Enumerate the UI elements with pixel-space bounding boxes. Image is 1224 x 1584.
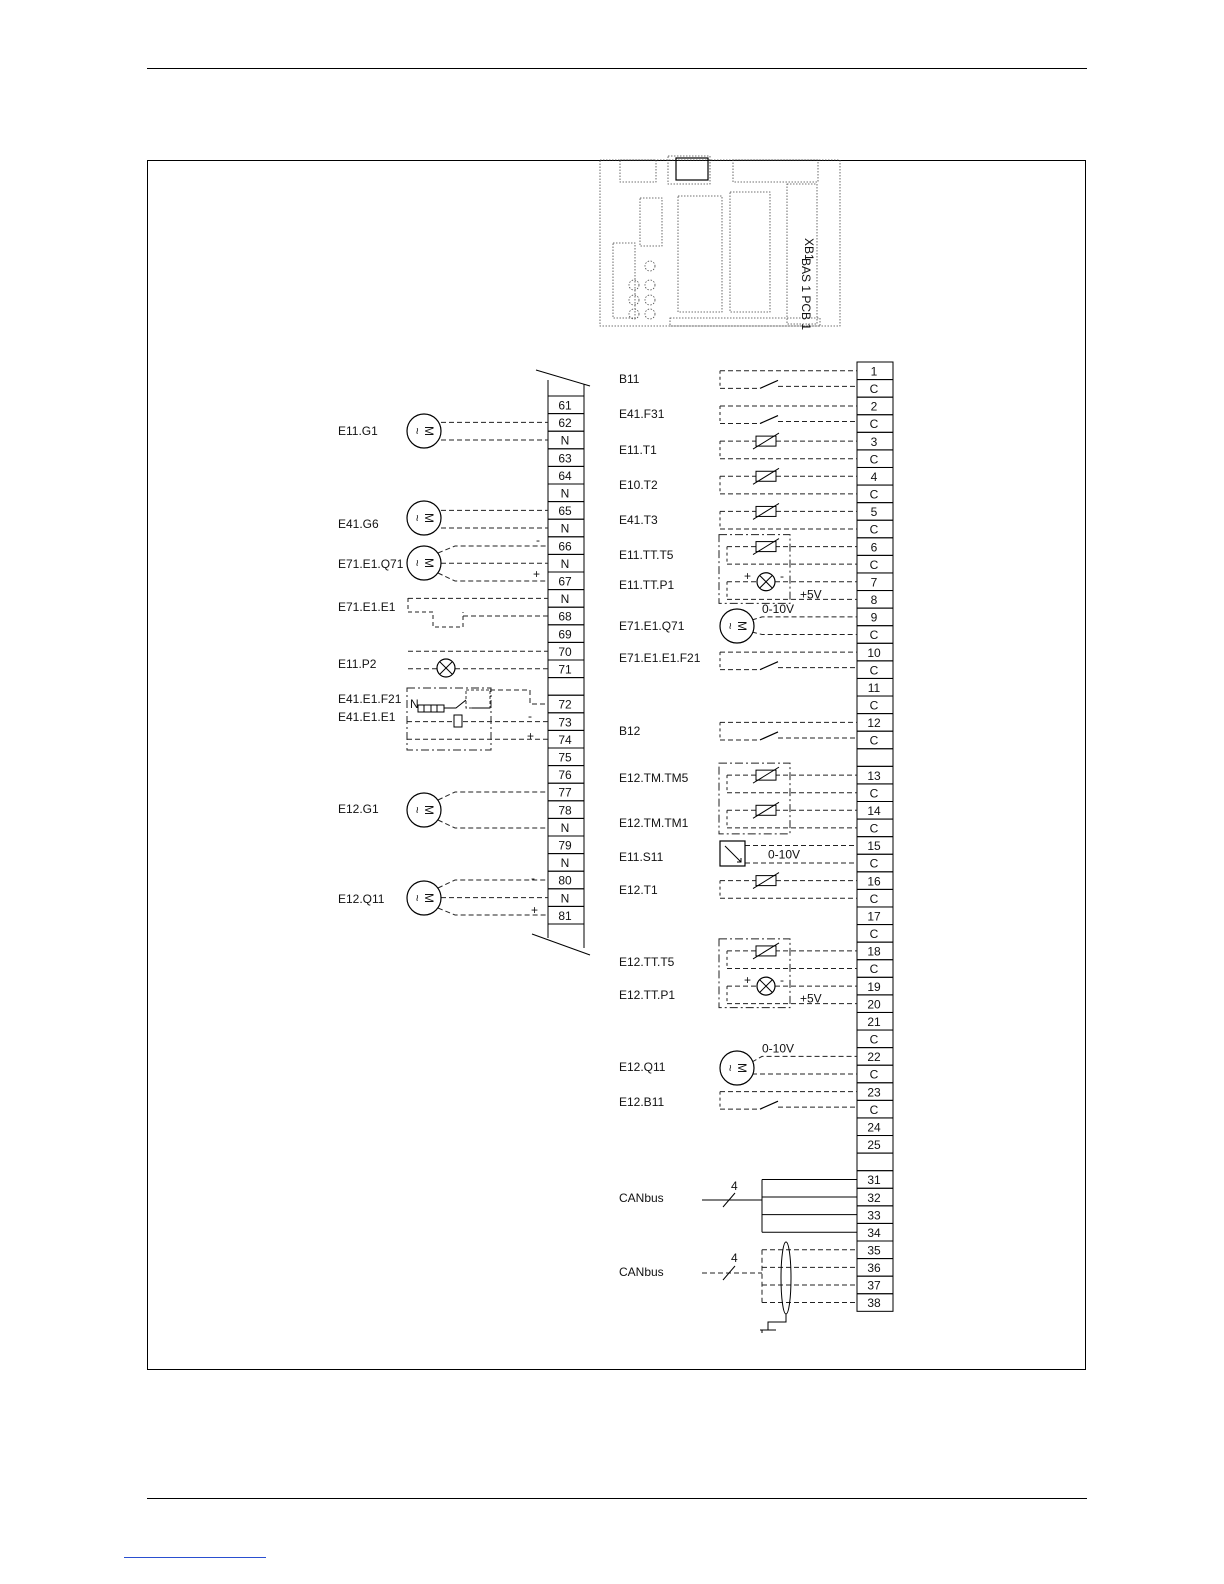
relay-coil-icon [454, 715, 462, 727]
component-label: E12.Q11 [619, 1060, 666, 1074]
terminal-number: N [560, 556, 570, 571]
switch-b12 [760, 732, 778, 740]
pcb-block [678, 196, 722, 312]
terminal-number: C [869, 856, 879, 871]
terminal-number: N [560, 856, 570, 871]
lamp-e12-tt-p1 [757, 977, 775, 995]
motor-e11-g1 [407, 414, 441, 448]
component-label: E12.TM.TM5 [619, 771, 689, 785]
signal-label: 0-10V [762, 1041, 795, 1056]
strip-break-line [532, 934, 590, 955]
terminal-number: 68 [558, 609, 572, 624]
bus-count: 4 [731, 1179, 738, 1193]
pcb-connector [645, 280, 655, 290]
motor-letter: M [422, 426, 436, 436]
motor-letter: M [422, 805, 436, 815]
terminal-number: 62 [558, 416, 572, 431]
terminal-number: 21 [867, 1014, 881, 1029]
supply-label: +5V [800, 991, 822, 1006]
terminal-number: 72 [558, 697, 572, 712]
terminal-number: C [869, 821, 879, 836]
components [407, 380, 779, 1109]
terminal-number: C [869, 927, 879, 942]
terminal-number: C [869, 522, 879, 537]
control-board-outline [600, 156, 840, 330]
terminal-number: 77 [558, 785, 572, 800]
component-label: E12.T1 [619, 883, 658, 897]
sensor-e11-t1 [753, 433, 779, 449]
pcb-block [640, 198, 662, 246]
component-label: E41.G6 [338, 517, 379, 531]
terminal-number: 36 [867, 1261, 881, 1276]
left-terminal-strip [532, 370, 590, 955]
terminal-number: 37 [867, 1278, 881, 1293]
sensor-e12-tm-tm1 [753, 802, 779, 818]
terminal-number: C [869, 663, 879, 678]
pcb-board-label: BAS 1 PCB 1 [799, 258, 813, 331]
ac-symbol: ~ [723, 1064, 737, 1072]
terminal-number: 70 [558, 644, 572, 659]
motor-e71-e1-q71-actuator [720, 609, 754, 643]
lamp-e11-tt-p1 [757, 573, 775, 591]
unit-box [719, 763, 790, 834]
terminal-number: 2 [870, 399, 878, 414]
terminal-number: C [869, 733, 879, 748]
component-label: E11.T1 [619, 443, 657, 457]
component-label: E12.Q11 [338, 892, 385, 906]
terminal-number: N [560, 592, 570, 607]
pcb-block [670, 318, 820, 326]
motor-e12-q11 [407, 881, 441, 915]
component-label: B12 [619, 724, 641, 738]
signal-label: 0-10V [768, 847, 801, 862]
terminal-cell [548, 678, 584, 696]
motor-letter: M [422, 893, 436, 903]
terminal-number: 31 [867, 1173, 881, 1188]
component-label: E11.TT.T5 [619, 548, 674, 562]
terminal-number: 64 [558, 468, 572, 483]
bus-slash [723, 1266, 735, 1280]
terminal-number: 8 [870, 593, 878, 608]
wire [752, 617, 857, 620]
component-label: E12.G1 [338, 802, 379, 816]
component-label: E71.E1.Q71 [338, 557, 404, 571]
component-label: E41.E1.F21 [338, 692, 402, 706]
terminal-number: N [560, 891, 570, 906]
terminal-number: N [560, 820, 570, 835]
switch-contact [444, 700, 490, 708]
terminal-number: 67 [558, 574, 572, 589]
terminal-number: 5 [870, 505, 878, 520]
terminal-number: N [560, 433, 570, 448]
pcb-connector [645, 295, 655, 305]
sensor-e12-t1 [753, 873, 779, 889]
wire [438, 820, 548, 828]
terminal-number: 16 [867, 874, 881, 889]
wire [438, 546, 548, 553]
ac-symbol: ~ [410, 559, 424, 567]
terminal-number: 1 [870, 364, 878, 379]
component-label: E12.TT.P1 [619, 988, 676, 1002]
terminal-number: 33 [867, 1208, 881, 1223]
terminal-number: 63 [558, 451, 572, 466]
terminal-number: 12 [867, 716, 881, 731]
shield-ground-wire [768, 1314, 786, 1330]
component-label: E41.E1.E1 [338, 710, 396, 724]
pcb-xb1-label: XB1 [802, 238, 816, 261]
polarity-minus: - [536, 533, 540, 547]
motor-e71-e1-q71 [407, 546, 441, 580]
terminal-number: C [869, 487, 879, 502]
neutral-label: N [410, 697, 419, 711]
polarity-plus: + [744, 973, 752, 988]
heater-outline [408, 598, 463, 627]
terminal-number: C [869, 628, 879, 643]
terminal-number: 20 [867, 997, 881, 1012]
wire [752, 1056, 857, 1062]
polarity-plus: + [531, 903, 539, 917]
switch-e71-e1-e1-f21 [760, 662, 778, 670]
component-label: CANbus [619, 1265, 664, 1279]
terminal-number: 15 [867, 839, 881, 854]
switch-e41-f31 [760, 416, 778, 424]
sensor-e12-tt-t5 [753, 943, 779, 959]
terminal-number: 22 [867, 1050, 881, 1065]
component-label: CANbus [619, 1191, 664, 1205]
right-terminal-strip [857, 362, 893, 1311]
terminal-number: 23 [867, 1085, 881, 1100]
pcb-block [733, 160, 818, 182]
terminal-number: C [869, 962, 879, 977]
terminal-number: C [869, 1102, 879, 1117]
terminal-number: 10 [867, 645, 881, 660]
ac-symbol: ~ [410, 894, 424, 902]
component-label: E12.TM.TM1 [619, 816, 689, 830]
terminal-number: 73 [558, 715, 572, 730]
terminal-number: 9 [870, 610, 878, 625]
signal-label: 0-10V [762, 601, 795, 616]
component-label: E41.F31 [619, 407, 665, 421]
terminal-number: 71 [558, 662, 572, 677]
pcb-connector [629, 309, 639, 319]
motor-letter: M [422, 513, 436, 523]
switch-b11 [760, 380, 778, 388]
terminal-number: 69 [558, 627, 572, 642]
polarity-minus: - [528, 709, 532, 723]
supply-label: +5V [800, 587, 822, 602]
motor-letter: M [735, 1063, 749, 1073]
polarity-plus: + [533, 567, 541, 581]
component-label: E71.E1.Q71 [619, 619, 685, 633]
polarity-minus: - [780, 568, 784, 583]
component-label: E41.T3 [619, 513, 658, 527]
lamp-e11-p2 [437, 659, 455, 677]
component-label: E71.E1.E1.F21 [619, 651, 701, 665]
pcb-block [613, 243, 635, 318]
terminal-number: N [560, 521, 570, 536]
terminal-number: C [869, 557, 879, 572]
thermostat-icon [466, 690, 490, 708]
terminal-number: 3 [870, 434, 878, 449]
terminal-number: 6 [870, 540, 878, 555]
polarity-minus: - [780, 973, 784, 988]
terminal-number: C [869, 786, 879, 801]
strip-break-line [536, 370, 590, 386]
terminal-number: 14 [867, 804, 881, 818]
terminal-number: 65 [558, 504, 572, 519]
ac-symbol: ~ [410, 806, 424, 814]
component-label: E12.B11 [619, 1095, 665, 1109]
switch-e12-b11 [760, 1101, 778, 1109]
polarity-plus: + [744, 568, 752, 583]
terminal-number: C [869, 698, 879, 713]
terminal-number: 18 [867, 944, 881, 959]
terminal-number: 17 [867, 909, 881, 924]
terminal-number: N [560, 486, 570, 501]
component-label: E11.G1 [338, 424, 378, 438]
ac-symbol: ~ [410, 514, 424, 522]
motor-e12-q11-actuator [720, 1051, 754, 1085]
terminal-number: 11 [867, 680, 881, 695]
wire [438, 792, 548, 800]
component-label: E71.E1.E1 [338, 600, 396, 614]
motor-letter: M [735, 621, 749, 631]
terminal-number: 75 [558, 750, 572, 765]
wire [752, 632, 857, 634]
terminal-number: 80 [558, 873, 572, 888]
terminal-number: 79 [558, 838, 572, 853]
terminal-number: 19 [867, 979, 881, 994]
pcb-connector [629, 295, 639, 305]
terminal-number: C [869, 382, 879, 397]
pcb-connector [645, 309, 655, 319]
terminal-number: 61 [558, 398, 572, 413]
cable-shield [781, 1242, 791, 1314]
terminal-cell [857, 1153, 893, 1171]
pcb-relay [676, 158, 708, 180]
ac-symbol: ~ [410, 427, 424, 435]
terminal-number: C [869, 417, 879, 432]
terminal-number: 81 [558, 908, 572, 923]
component-label: E11.P2 [338, 657, 377, 671]
sensor-e10-t2 [753, 468, 779, 484]
wire [438, 573, 548, 581]
terminal-number: 7 [870, 575, 878, 590]
component-label: E10.T2 [619, 478, 658, 492]
pcb-block [730, 192, 770, 312]
sensor-e41-t3 [753, 503, 779, 519]
heater-controller-box [407, 688, 491, 750]
terminal-number: 4 [870, 469, 878, 484]
motor-e41-g6 [407, 501, 441, 535]
component-label: E12.TT.T5 [619, 955, 675, 969]
terminal-number: 34 [867, 1225, 881, 1240]
terminal-number: 78 [558, 803, 572, 818]
ac-symbol: ~ [723, 622, 737, 630]
pcb-connector [645, 261, 655, 271]
component-label: B11 [619, 372, 640, 386]
wire [490, 690, 548, 704]
motor-e12-g1 [407, 793, 441, 827]
pcb-connector [629, 280, 639, 290]
terminal-number: 76 [558, 768, 572, 783]
terminal-cell [857, 749, 893, 767]
terminal-number: 74 [558, 732, 572, 747]
terminal-number: 32 [867, 1190, 881, 1205]
polarity-minus: - [531, 871, 535, 885]
pcb-block [620, 160, 656, 182]
terminal-number: 35 [867, 1243, 881, 1258]
sensor-e11-tt-t5 [753, 539, 779, 555]
terminal-number: 24 [867, 1120, 881, 1135]
motor-letter: M [422, 558, 436, 568]
component-label: E11.TT.P1 [619, 578, 675, 592]
terminal-number: C [869, 1032, 879, 1047]
terminal-number: 25 [867, 1138, 881, 1153]
terminal-number: 38 [867, 1296, 881, 1311]
sensor-e12-tm-tm5 [753, 767, 779, 783]
terminal-number: C [869, 1067, 879, 1082]
terminal-number: C [869, 452, 879, 467]
bus-count: 4 [731, 1251, 738, 1265]
component-label: E11.S11 [619, 850, 664, 864]
terminal-number: 66 [558, 539, 572, 554]
terminal-number: C [869, 891, 879, 906]
terminal-number: 13 [867, 768, 881, 783]
polarity-plus: + [527, 729, 535, 743]
